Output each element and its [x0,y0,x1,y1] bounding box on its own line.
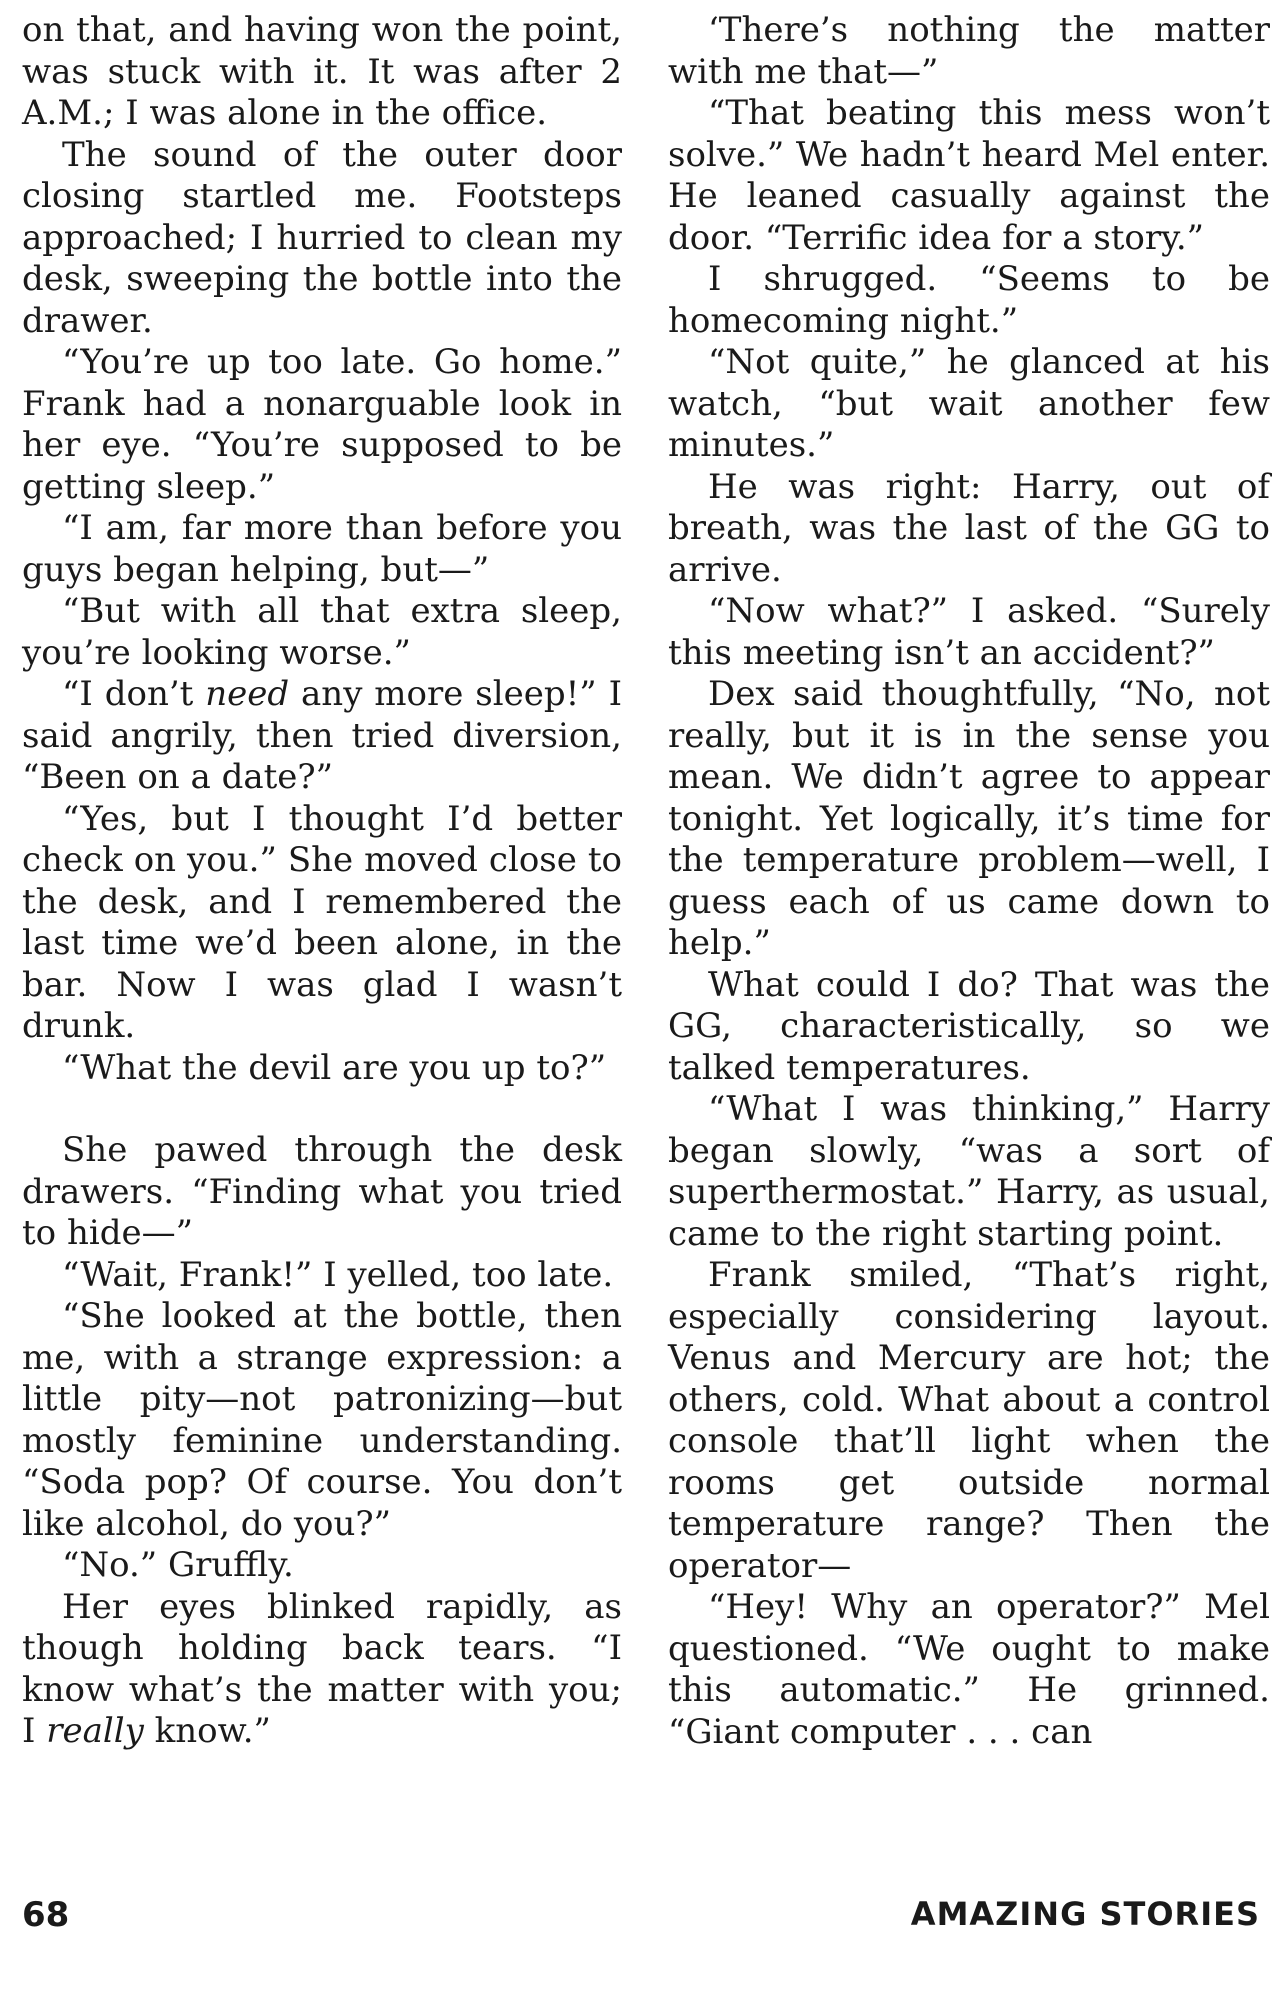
paragraph: “You’re up too late. Go home.” Frank had a nonarguable look in her eye. “You’re supposed to be getting sleep.” [22,342,622,507]
paragraph: “But with all that extra sleep, you’re looking worse.” [22,591,622,673]
paragraph: Frank smiled, “That’s right, especially considering layout. Venus and Mercury are hot; the others, cold. What about a control console that’ll light when the rooms get outside normal temperature range? Then the operator— [668,1255,1270,1586]
paragraph: Her eyes blinked rapidly, as though holding back tears. “I know what’s the matter with you; I really know.” [22,1586,622,1751]
paragraph: What could I do? That was the GG, characteristically, so we talked temperatures. [668,964,1270,1088]
paragraph: “She looked at the bottle, then me, with a strange expression: a little pity—not patronizing—but mostly feminine understanding. “Soda pop? Of course. You don’t like alcohol, do you?” [22,1296,622,1544]
page-number: 68 [22,1895,70,1935]
paragraph: ‘There’s nothing the matter with me that—” [668,10,1270,92]
paragraph: Dex said thoughtfully, “No, not really, but it is in the sense you mean. We didn’t agree to appear tonight. Yet logically, it’s time for the temperature problem—well, I guess each of us came down to help.” [668,674,1270,963]
paragraph: “Now what?” I asked. “Surely this meeting isn’t an accident?” [668,591,1270,673]
paragraph: on that, and having won the point, was stuck with it. It was after 2 A.M.; I was alone in the office. [22,10,622,133]
paragraph: She pawed through the desk drawers. “Finding what you tried to hide—” [22,1130,622,1253]
paragraph: “No.” Gruffly. [62,1545,294,1585]
paragraph: “What the devil are you up to?” [62,1047,607,1088]
paragraph: “What I was thinking,” Harry began slowly, “was a sort of superthermostat.” Harry, as usual, came to the right starting point. [668,1089,1270,1254]
paragraph: “Hey! Why an operator?” Mel questioned. “We ought to make this automatic.” He grinned. “Giant computer . . . can [668,1587,1270,1752]
running-title: AMAZING STORIES [910,1895,1260,1933]
paragraph: “Not quite,” he glanced at his watch, “but wait another few minutes.” [668,342,1270,465]
paragraph: He was right: Harry, out of breath, was the last of the GG to arrive. [668,466,1270,590]
left-column [22,10,622,1753]
right-column [668,10,1270,1753]
paragraph: “I don’t need any more sleep!” I said angrily, then tried diversion, “Been on a date?” [22,674,622,797]
paragraph: “That beating this mess won’t solve.” We hadn’t heard Mel enter. He leaned casually against the door. “Terrific idea for a story.” [668,93,1270,258]
paragraph: I shrugged. “Seems to be homecoming night.” [668,259,1270,341]
paragraph: “Yes, but I thought I’d better check on you.” She moved close to the desk, and I remembered the last time we’d been alone, in the bar. Now I was glad I wasn’t drunk. [22,798,622,1046]
paragraph: “Wait, Frank!” I yelled, too late. [62,1254,614,1295]
paragraph: “I am, far more than before you guys began helping, but—” [22,508,622,590]
paragraph: The sound of the outer door closing startled me. Footsteps approached; I hurried to clean my desk, sweeping the bottle into the drawer. [22,134,622,341]
